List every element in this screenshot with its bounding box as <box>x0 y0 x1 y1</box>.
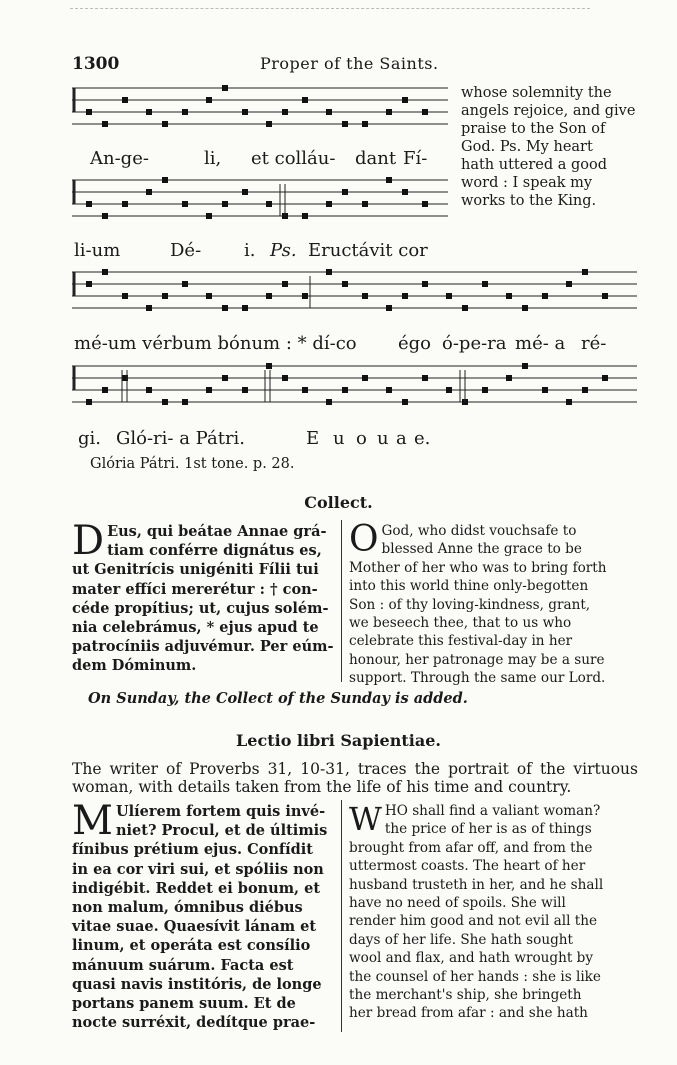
neume <box>242 387 248 393</box>
gloria-reference: Glória Pátri. 1st tone. p. 28. <box>90 456 295 472</box>
neume <box>162 177 168 183</box>
chant-syllable: E <box>306 428 320 449</box>
chant-syllable: Fí- <box>403 148 428 169</box>
neume <box>86 399 92 405</box>
text-line: dem Dóminum. <box>72 657 197 675</box>
neume <box>122 97 128 103</box>
neume <box>386 387 392 393</box>
neume <box>422 109 428 115</box>
neume <box>282 281 288 287</box>
neume <box>342 281 348 287</box>
neume <box>506 293 512 299</box>
neume <box>206 293 212 299</box>
neume <box>422 375 428 381</box>
text-line: uttermost coasts. The heart of her <box>349 858 586 875</box>
neume <box>282 375 288 381</box>
neume <box>266 121 272 127</box>
text-line: patrocíniis adjuvémur. Per eúm- <box>72 638 334 656</box>
neume <box>542 293 548 299</box>
chant-syllable: ó-pe-ra <box>442 333 507 354</box>
text-line: honour, her patronage may be a sure <box>349 651 605 668</box>
neume <box>222 201 228 207</box>
neume <box>146 189 152 195</box>
text-line: mater effíci mererétur : † con- <box>72 580 318 598</box>
neume <box>122 201 128 207</box>
neume <box>206 387 212 393</box>
text-line: ut Genitrícis unigéniti Fílii tui <box>72 561 319 579</box>
neume <box>362 293 368 299</box>
text-line: linum, et operáta est consílio <box>72 937 311 955</box>
translation-line: word : I speak my <box>461 175 593 191</box>
page-number: 1300 <box>72 54 120 74</box>
neume <box>326 399 332 405</box>
text-line: render him good and not evil all the <box>349 913 597 930</box>
text-line: husband trusteth in her, and he shall <box>349 876 604 893</box>
chant-syllable: Eructávit cor <box>308 240 428 261</box>
chant-syllable: u <box>333 428 345 449</box>
chant-syllable: o <box>356 428 367 449</box>
text-line: Mother of her who was to bring forth <box>349 559 607 576</box>
neume <box>222 85 228 91</box>
neume <box>506 375 512 381</box>
collect-latin <box>72 518 335 676</box>
collect-english <box>349 519 637 688</box>
neume <box>282 109 288 115</box>
text-line: blessed Anne the grace to be <box>381 541 582 558</box>
neume <box>362 375 368 381</box>
neume <box>582 387 588 393</box>
text-line: quasi navis institóris, de longe <box>72 975 322 993</box>
neume <box>326 201 332 207</box>
lectio-english-dropcap: W <box>349 800 382 838</box>
neume <box>462 305 468 311</box>
neume <box>386 109 392 115</box>
neume <box>402 293 408 299</box>
text-line: niet? Procul, et de últimis <box>115 822 328 840</box>
collect-heading: Collect. <box>304 493 373 512</box>
neume <box>266 363 272 369</box>
neume <box>522 305 528 311</box>
neume <box>446 387 452 393</box>
text-line: the merchant's ship, she bringeth <box>349 987 582 1004</box>
neume <box>522 363 528 369</box>
neume <box>182 109 188 115</box>
translation-line: works to the King. <box>461 193 597 209</box>
neume <box>122 293 128 299</box>
neume <box>446 293 452 299</box>
chant-notation <box>0 0 677 460</box>
text-line: support. Through the same our Lord. <box>349 670 606 687</box>
chant-syllable: e. <box>414 428 431 449</box>
neume <box>102 121 108 127</box>
neume <box>102 387 108 393</box>
text-line: God, who didst vouchsafe to <box>381 523 577 539</box>
translation-line: whose solemnity the <box>461 85 612 101</box>
neume <box>566 399 572 405</box>
neume <box>582 269 588 275</box>
lectio-english <box>349 802 637 1023</box>
column-divider <box>341 800 342 1032</box>
neume <box>482 281 488 287</box>
neume <box>402 97 408 103</box>
chant-syllable: Dé- <box>170 240 202 261</box>
neume <box>362 121 368 127</box>
chant-syllable: gi. <box>78 428 102 449</box>
neume <box>402 399 408 405</box>
neume <box>162 121 168 127</box>
neume <box>86 109 92 115</box>
neume <box>146 305 152 311</box>
chant-syllable: An-ge- <box>90 148 149 169</box>
text-line: mánuum suárum. Facta est <box>72 956 294 974</box>
neume <box>206 213 212 219</box>
text-line: portans panem suum. Et de <box>72 995 296 1013</box>
translation-line: God. Ps. My heart <box>461 139 593 155</box>
text-line: Son : of thy loving-kindness, grant, <box>349 596 591 613</box>
lectio-intro: The writer of Proverbs 31, 10-31, traces the portrait of the virtuous woman, with details taken from the life of his time and country. <box>72 760 638 796</box>
text-line: céde propítius; ut, cujus solém- <box>72 599 329 617</box>
text-line: in ea cor viri sui, et spóliis non <box>72 860 324 878</box>
neume <box>206 97 212 103</box>
neume <box>362 201 368 207</box>
neume <box>162 293 168 299</box>
chant-syllable: a <box>396 428 407 449</box>
chant-syllable: u <box>377 428 389 449</box>
neume <box>182 399 188 405</box>
neume <box>86 201 92 207</box>
neume <box>242 189 248 195</box>
neume <box>482 387 488 393</box>
collect-english-dropcap: O <box>349 519 379 560</box>
text-line: we beseech thee, that to us who <box>349 615 572 632</box>
text-line: into this world thine only-begotten <box>349 578 589 595</box>
neume <box>302 213 308 219</box>
text-line: non malum, ómnibus diébus <box>72 899 303 917</box>
text-line: vitae suae. Quaesívit lánam et <box>72 918 317 936</box>
text-line: tiam conférre dignátus es, <box>107 542 322 560</box>
chant-syllable: égo <box>398 333 432 354</box>
neume <box>386 305 392 311</box>
chant-syllable: mé-um vérbum bónum : * dí-co <box>74 333 357 354</box>
neume <box>222 375 228 381</box>
neume <box>302 387 308 393</box>
chant-syllable: mé- a <box>515 333 566 354</box>
neume <box>302 293 308 299</box>
running-title: Proper of the Saints. <box>260 54 439 73</box>
neume <box>326 109 332 115</box>
text-line: nocte surréxit, dedítque prae- <box>72 1014 316 1032</box>
lectio-heading: Lectio libri Sapientiae. <box>236 731 441 750</box>
neume <box>602 293 608 299</box>
text-line: Eus, qui beátae Annae grá- <box>107 523 327 540</box>
text-line: the counsel of her hands : she is like <box>349 968 601 985</box>
neume <box>326 269 332 275</box>
chant-syllable: i. <box>244 240 256 261</box>
neume <box>222 305 228 311</box>
text-line: her bread from afar : and she hath <box>349 1005 588 1022</box>
text-line: have no need of spoils. She will <box>349 895 566 912</box>
text-line: brought from afar off, and from the <box>349 839 593 856</box>
neume <box>302 97 308 103</box>
neume <box>566 281 572 287</box>
neume <box>342 121 348 127</box>
neume <box>146 387 152 393</box>
chant-syllable: Ps. <box>270 240 297 261</box>
text-line: fínibus prétium ejus. Confídit <box>72 841 313 859</box>
neume <box>266 201 272 207</box>
translation-line: praise to the Son of <box>461 121 606 137</box>
neume <box>182 201 188 207</box>
antiphon-translation <box>461 84 637 210</box>
neume <box>102 213 108 219</box>
neume <box>542 387 548 393</box>
neume <box>146 109 152 115</box>
text-line: celebrate this festival-day in her <box>349 633 573 650</box>
text-line: days of her life. She hath sought <box>349 931 574 948</box>
neume <box>342 189 348 195</box>
text-line: HO shall find a valiant woman? <box>384 803 601 819</box>
neume <box>102 269 108 275</box>
text-line: Ulíerem fortem quis invé- <box>115 803 326 820</box>
translation-line: angels rejoice, and give <box>461 103 636 119</box>
chant-syllable: li-um <box>74 240 121 261</box>
neume <box>162 399 168 405</box>
neume <box>182 281 188 287</box>
text-line: the price of her is as of things <box>384 821 592 838</box>
sunday-rubric: On Sunday, the Collect of the Sunday is added. <box>88 690 468 707</box>
neume <box>602 375 608 381</box>
neume <box>266 293 272 299</box>
chant-syllable: dant <box>355 148 397 169</box>
translation-line: hath uttered a good <box>461 157 608 173</box>
text-line: indigébit. Reddet ei bonum, et <box>72 879 321 897</box>
neume <box>342 387 348 393</box>
neume <box>86 281 92 287</box>
chant-syllable: ré- <box>581 333 607 354</box>
neume <box>242 109 248 115</box>
neume <box>386 177 392 183</box>
lectio-latin <box>72 798 335 1032</box>
text-line: nia celebrámus, * ejus apud te <box>72 619 319 637</box>
neume <box>402 189 408 195</box>
lectio-latin-dropcap: M <box>72 798 113 844</box>
chant-syllable: li, <box>204 148 222 169</box>
neume <box>242 305 248 311</box>
text-line: wool and flax, and hath wrought by <box>349 950 594 967</box>
chant-syllable: et colláu- <box>251 148 336 169</box>
chant-syllable: Gló-ri- a Pátri. <box>116 428 246 449</box>
neume <box>422 281 428 287</box>
collect-latin-dropcap: D <box>72 518 105 564</box>
neume <box>422 201 428 207</box>
column-divider <box>341 520 342 682</box>
